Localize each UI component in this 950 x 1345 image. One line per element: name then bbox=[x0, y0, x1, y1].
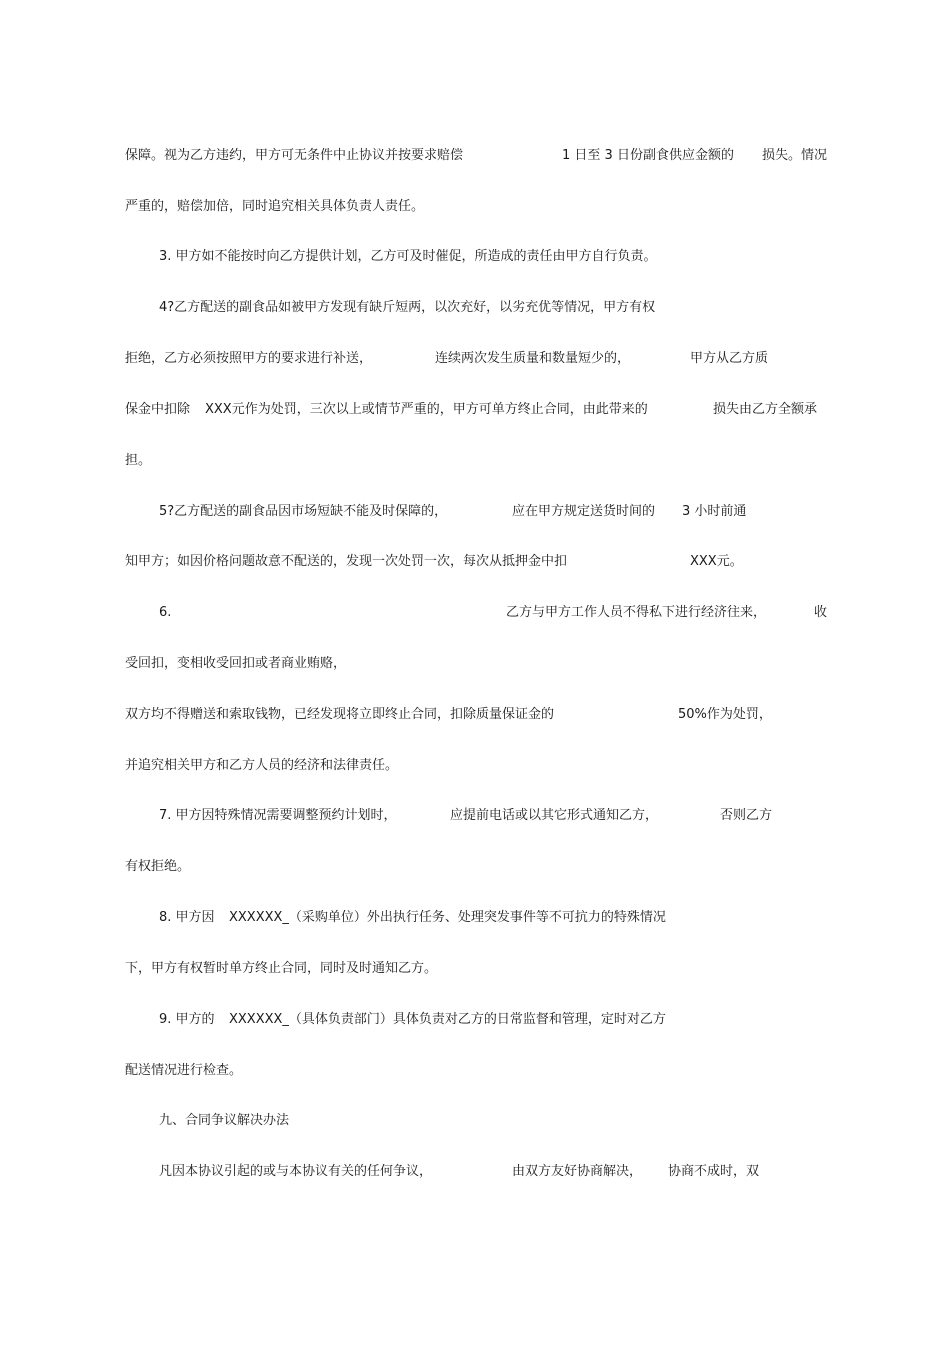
text-line: 8. 甲方因 bbox=[159, 910, 215, 925]
text-line: 收 bbox=[814, 605, 828, 620]
text-line: 5?乙方配送的副食品因市场短缺不能及时保障的， bbox=[159, 504, 448, 519]
text-line: 7. 甲方因特殊情况需要调整预约计划时， bbox=[159, 808, 397, 823]
text-line: 9. 甲方的 bbox=[159, 1012, 215, 1027]
text-line: 有权拒绝。 bbox=[125, 859, 191, 874]
text-line: 保障。视为乙方违约，甲方可无条件中止协议并按要求赔偿 bbox=[125, 148, 464, 163]
text-line: 4?乙方配送的副食品如被甲方发现有缺斤短两，以次充好，以劣充优等情况，甲方有权 bbox=[159, 300, 656, 315]
text-line: 下，甲方有权暂时单方终止合同，同时及时通知乙方。 bbox=[125, 961, 438, 976]
section-heading: 九、合同争议解决办法 bbox=[159, 1113, 290, 1128]
text-line: 否则乙方 bbox=[720, 808, 773, 823]
text-line: XXXXXX_（具体负责部门）具体负责对乙方的日常监督和管理，定时对乙方 bbox=[229, 1012, 666, 1027]
text-line: 保金中扣除 bbox=[125, 402, 191, 417]
text-line: 并追究相关甲方和乙方人员的经济和法律责任。 bbox=[125, 758, 399, 773]
text-line: 应提前电话或以其它形式通知乙方， bbox=[450, 808, 659, 823]
text-line: 连续两次发生质量和数量短少的， bbox=[435, 351, 631, 366]
text-line: 乙方与甲方工作人员不得私下进行经济往来， bbox=[506, 605, 767, 620]
text-line: 知甲方；如因价格问题故意不配送的，发现一次处罚一次，每次从抵押金中扣 bbox=[125, 554, 568, 569]
text-line: XXX元作为处罚，三次以上或情节严重的，甲方可单方终止合同，由此带来的 bbox=[205, 402, 648, 417]
text-line: 担。 bbox=[125, 453, 152, 468]
text-line: 6. bbox=[159, 605, 172, 620]
text-line: 配送情况进行检查。 bbox=[125, 1063, 243, 1078]
text-line: 甲方从乙方质 bbox=[690, 351, 769, 366]
text-line: XXX元。 bbox=[690, 554, 743, 569]
text-line: 3 小时前通 bbox=[682, 504, 747, 519]
text-line: 1 日至 3 日份副食供应金额的 bbox=[562, 148, 734, 163]
text-line: 由双方友好协商解决， bbox=[512, 1164, 643, 1179]
text-line: 受回扣，变相收受回扣或者商业贿赂， bbox=[125, 656, 347, 671]
text-line: 损失由乙方全额承 bbox=[713, 402, 818, 417]
text-line: 凡因本协议引起的或与本协议有关的任何争议， bbox=[159, 1164, 433, 1179]
text-line: 50%作为处罚， bbox=[678, 707, 772, 722]
text-line: 3. 甲方如不能按时向乙方提供计划，乙方可及时催促，所造成的责任由甲方自行负责。 bbox=[159, 249, 657, 264]
text-line: 严重的，赔偿加倍，同时追究相关具体负责人责任。 bbox=[125, 199, 425, 214]
text-line: XXXXXX_（采购单位）外出执行任务、处理突发事件等不可抗力的特殊情况 bbox=[229, 910, 666, 925]
text-line: 损失。情况 bbox=[762, 148, 828, 163]
text-line: 双方均不得赠送和索取钱物，已经发现将立即终止合同，扣除质量保证金的 bbox=[125, 707, 555, 722]
text-line: 应在甲方规定送货时间的 bbox=[512, 504, 656, 519]
text-line: 协商不成时，双 bbox=[668, 1164, 760, 1179]
text-line: 拒绝，乙方必须按照甲方的要求进行补送， bbox=[125, 351, 373, 366]
